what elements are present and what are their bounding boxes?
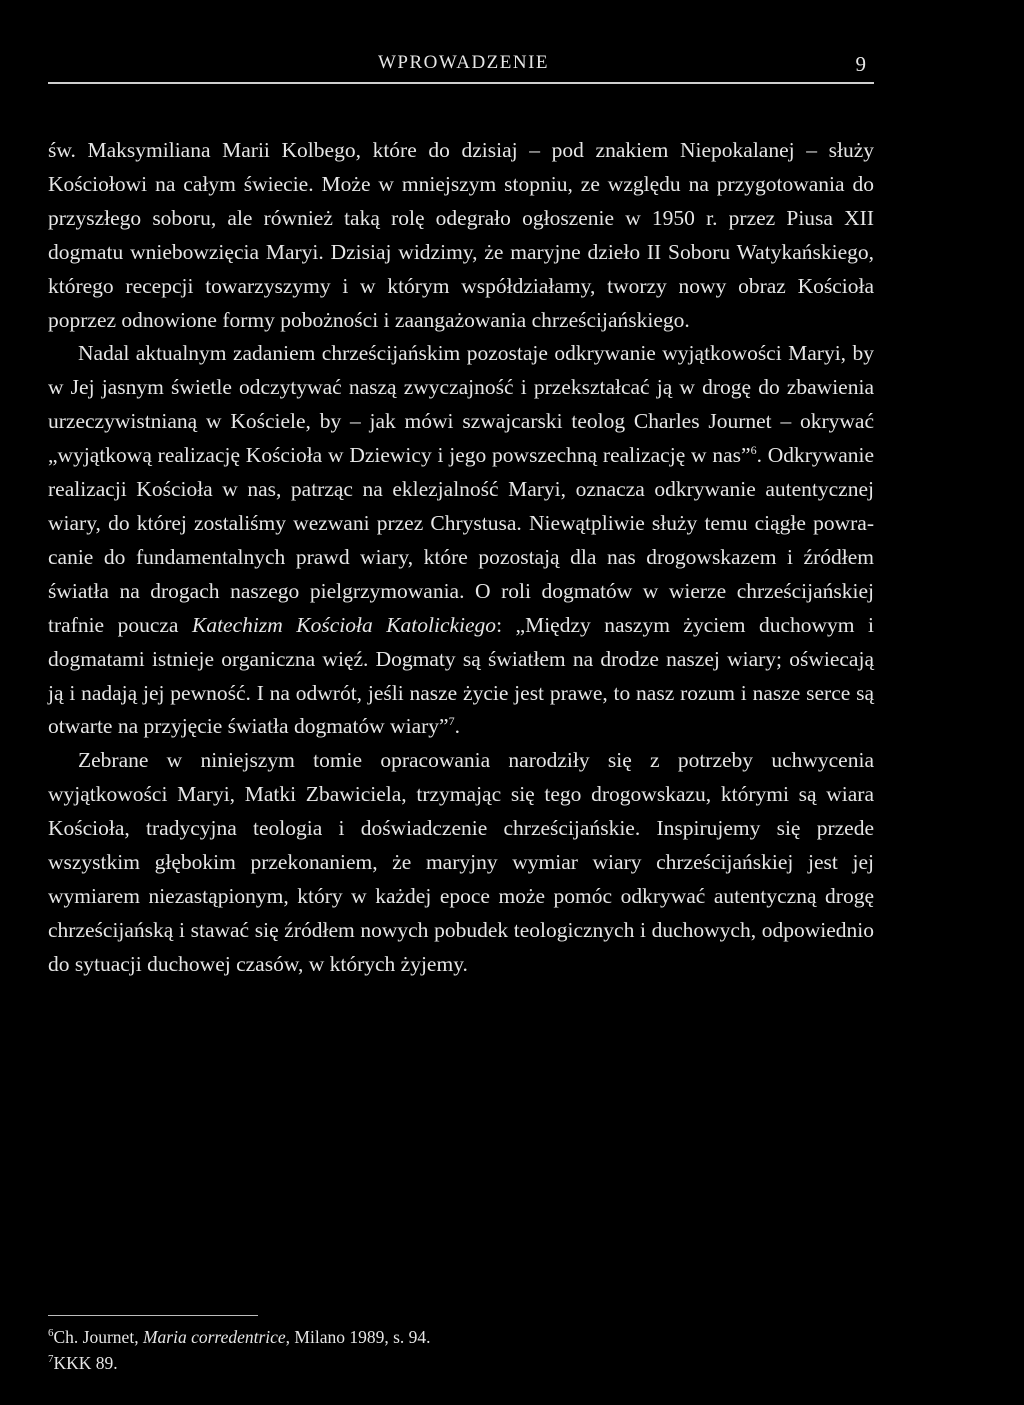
paragraph-2-part-d: . [454,714,460,739]
footnote-6 [48,1324,748,1350]
running-head: WPROWADZENIE [378,52,550,73]
footnote-mark: 7 [48,1353,54,1366]
footnote-title: Maria corredentrice [142,1327,286,1347]
footnote-ref-6[interactable]: 6 [750,443,757,457]
footnote-text: , Milano 1989, s. 94. [285,1327,431,1347]
footnote-mark: 6 [48,1327,54,1340]
footnotes [48,1315,748,1376]
main-text [48,134,874,982]
page-number: 9 [855,52,866,76]
footnote-ref-7[interactable]: 7 [448,714,455,729]
page-header [48,52,874,92]
footnote-text: KKK 89. [53,1353,118,1373]
header-rule [48,82,874,84]
footnote-7 [48,1350,748,1376]
paragraph-2 [48,337,874,744]
paragraph-1: św. Maksymiliana Marii Kolbego, które do dzisiaj – pod znakiem Niepokalanej – służy Kościołowi na całym świecie. Może w mniejszym stopniu, ze względu na przygotowania do przyszłego soboru, ale również taką rolę odegrało ogłoszenie w 1950 r. przez Piusa XII dogmatu wniebowzięcia Maryi. Dzisiaj widzimy, że maryjne dzieło II Soboru Watykańskiego, którego recepcji towarzyszymy i w którym współdziałamy, tworzy nowy obraz Kościoła poprzez odnowione formy pobożności i zaangażowania chrześcijańskiego. [48,138,874,332]
paragraph-2-part-a: Nadal aktualnym zadaniem chrześcijańskim pozostaje odkrywanie wyjątkowości Maryi, by w Jej jasnym świetle odczytywać naszą zwyczajność i przekształcać ją w drogę do zbawienia urzeczywistnianą w Kościele, by – jak mówi szwajcarski teolog Charles Journet – okrywać „wyjątkową realizację Kościoła w Dziewicy i jego powszechną realizację w nas” [48,341,874,468]
footnote-text: Ch. Journet, [53,1327,143,1347]
paragraph-2-part-c: : „Między naszym życiem duchowym i dogmatami istnieje organiczna więź. Dogmaty są światłem na drodze naszej wiary; oświecają ją i nadają jej pewność. I na odwrót, jeśli nasze życie jest prawe, to nasz rozum i nasze serce są otwarte na przyjęcie światła dogmatów wiary” [48,612,875,739]
paragraph-3: Zebrane w niniejszym tomie opracowania narodziły się z potrzeby uchwycenia wyjątkowości Maryi, Matki Zbawiciela, trzymając się tego drogowskazu, którymi są wiara Kościoła, tradycyjna teologia i doświadczenie chrześcijańskie. Inspirujemy się przede wszystkim głębokim przekonaniem, że maryjny wymiar wiary chrześcijańskiej jest jej wymiarem niezastąpionym, który w każdej epoce może pomóc odkrywać autentyczną drogę chrześcijańską i stawać się źródłem nowych pobudek teologicznych i duchowych, odpowiednio do sytuacji duchowej czasów, w których żyjemy. [48,748,874,976]
footnote-rule [48,1315,258,1316]
book-title: Katechizm Kościoła Katolickiego [191,612,497,637]
paragraph-2-part-b: . Odkrywanie realizacji Kościoła w nas, patrząc na eklezjalność Maryi, oznacza odkrywanie autentycznej wiary, do której zostaliśmy wezwani przez Chrystusa. Niewątpliwie służy temu ciągłe powracanie do fundamentalnych prawd wiary, które pozostają dla nas drogowskazem i źródłem światła na drogach naszego pielgrzymowania. O roli dogmatów w wierze chrześcijańskiej trafnie poucza [48,443,874,637]
